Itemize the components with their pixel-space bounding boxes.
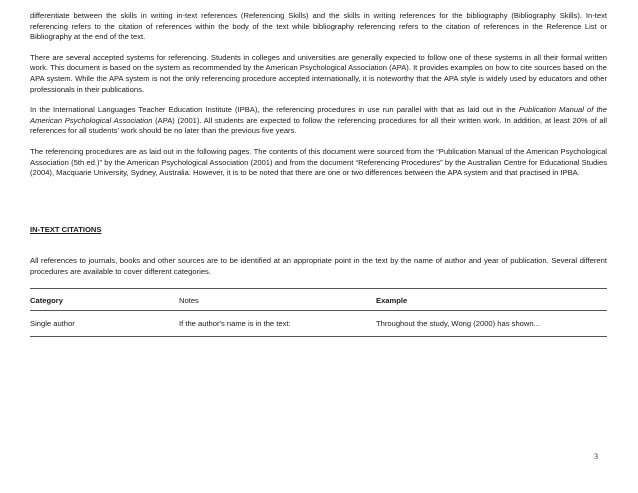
citation-table — [30, 288, 607, 337]
page-number: 3 — [594, 452, 598, 461]
section-heading: IN-TEXT CITATIONS — [30, 224, 102, 234]
table-header-row — [30, 289, 607, 312]
cell-notes: If the author's name is in the text: — [179, 319, 291, 329]
cell-category: Single author — [30, 319, 75, 329]
header-example: Example — [376, 295, 408, 305]
paragraph-referencing-systems: There are several accepted systems for referencing. Students in colleges and universities are generally expected to follow one of these systems in all their formal written work. This document is based on the system as recommended by the American Psychological Association (APA). It provides examples on how to cite sources based on the APA system. While the APA system is not the only referencing procedure accepted internationally, it is noteworthy that the APA style is widely used by educators and other professionals in their publications. — [30, 52, 607, 94]
spacer — [30, 189, 607, 225]
paragraph-document-sources: The referencing procedures are as laid out in the following pages. The contents of this document were sourced from the “Publication Manual of the American Psychological Association (5th ed.)” by the American Psychological Association (2001) and from the document “Referencing Procedures” by the Australian Centre for Educational Studies (2004), Macquarie University, Sydney, Australia. However, it is to be noted that there are one or two differences between the APA system and that practised in IPBA. — [30, 146, 607, 178]
header-notes: Notes — [179, 295, 199, 305]
table-row — [30, 311, 607, 336]
paragraph-ipba-text-start: In the International Languages Teacher Education Institute (IPBA), the referencing procedures in use run parallel with that as laid out in the — [30, 105, 519, 115]
paragraph-referencing-skills: differentiate between the skills in writing in-text references (Referencing Skills) and the skills in writing references for the bibliography (Bibliography Skills). In-text referencing refers to the citation of references within the body of the text while bibliography referencing refers to the citation of references in the Reference List or Bibliography at the end of the text. — [30, 11, 607, 42]
publication-manual-title: Publication Manual of the American Psychological Association — [30, 105, 607, 125]
paragraph-ipba-procedures — [30, 105, 607, 137]
paragraph-ipba-text-end: (APA) (2001). All students are expected to follow the referencing procedures for all their written work. In addition, at least 20% of all references for all students’ work should be no later than the previous five years. — [30, 115, 607, 136]
section-intro: All references to journals, books and other sources are to be identified at an appropriate point in the text by the name of author and year of publication. Several different procedures are available to cover different categories. — [30, 256, 607, 276]
cell-example: Throughout the study, Wong (2000) has shown... — [376, 319, 540, 329]
page-content — [30, 11, 607, 337]
header-category: Category — [30, 295, 63, 305]
